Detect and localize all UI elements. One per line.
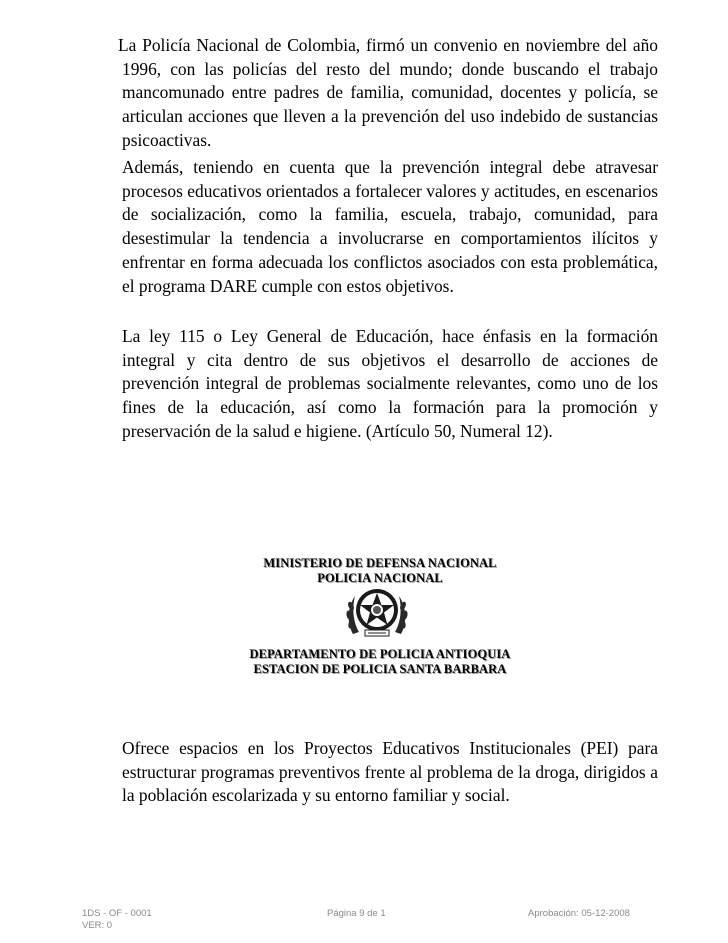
letterhead-top [200, 556, 560, 585]
paragraph-ley-115: La ley 115 o Ley General de Educación, hace énfasis en la formación integral y cita dentro de sus objetivos el desarrollo de acciones de prevención integral de problemas socialmente relevantes, como uno de los fines de la educación, así como la formación para la promoción y preservación de la salud e higiene. (Artículo 50, Numeral 12). [122, 326, 658, 441]
footer-approval-date: Aprobación: 05-12-2008 [528, 908, 630, 919]
paragraph-convenio: La Policía Nacional de Colombia, firmó un convenio en noviembre del año 1996, con las policías del resto del mundo; donde buscando el trabajo mancomunado entre padres de familia, comunidad, docentes y policía, se articulan acciones que lleven a la prevención del uso indebido de sustancias psicoactivas. [118, 35, 658, 150]
paragraph-pei: Ofrece espacios en los Proyectos Educativos Institucionales (PEI) para estructurar programas preventivos frente al problema de la droga, dirigidos a la población escolarizada y su entorno familiar y social. [122, 738, 658, 806]
letterhead-department: DEPARTAMENTO DE POLICIA ANTIOQUIA [249, 647, 511, 661]
paragraph-prevencion-integral: Además, teniendo en cuenta que la prevención integral debe atravesar procesos educativos orientados a fortalecer valores y actitudes, en escenarios de socialización, como la familia, escuela, trabajo, comunidad, para desestimular la tendencia a involucrarse en comportamientos ilícitos y enfrentar en forma adecuada los conflictos asociados con esta problemática, el programa DARE cumple con estos objetivos. [122, 157, 658, 296]
footer-version: VER: 0 [82, 920, 113, 931]
footer-page-number: Página 9 de 1 [327, 908, 386, 919]
letterhead-ministry: MINISTERIO DE DEFENSA NACIONAL [263, 556, 497, 570]
letterhead-station: ESTACION DE POLICIA SANTA BARBARA [253, 661, 507, 676]
letterhead-bottom [200, 647, 560, 676]
letterhead-police: POLICIA NACIONAL [317, 570, 443, 585]
footer-document-code: 1DS - OF - 0001 [82, 908, 152, 919]
police-shield-emblem-icon [343, 584, 411, 641]
